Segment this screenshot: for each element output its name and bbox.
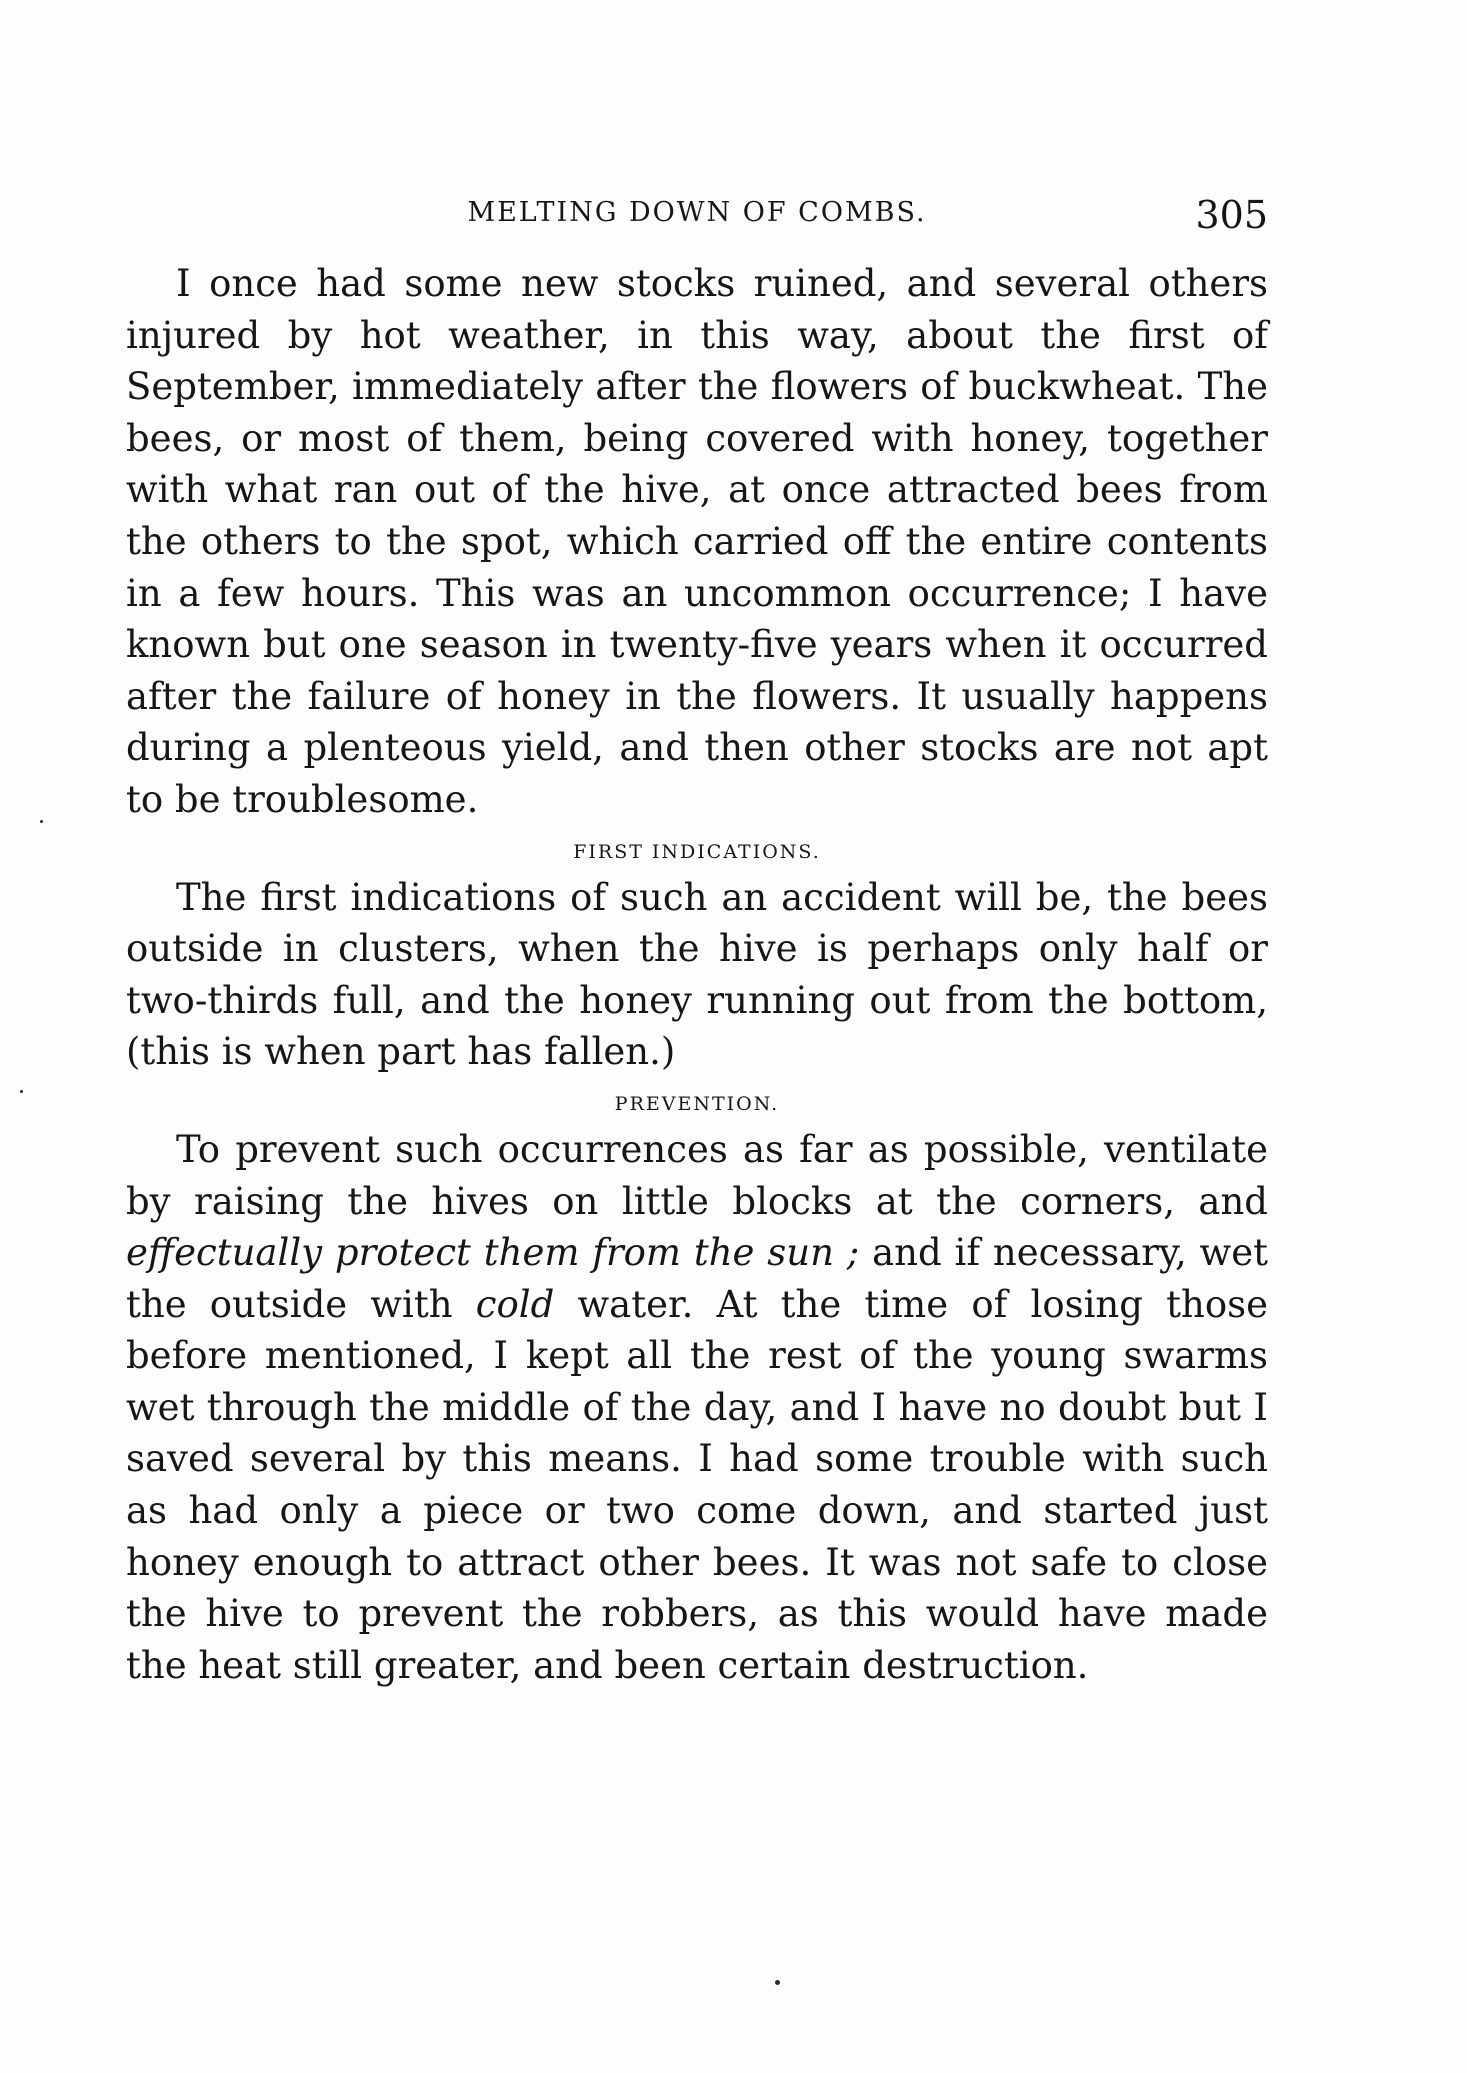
body-text [126,258,1268,1691]
section-heading-first-indications: FIRST INDICATIONS. [573,840,821,863]
paragraph-prevention [126,1124,1268,1692]
print-speck [40,820,43,823]
prevention-text-c: water. At the time of losing those before mentioned, I kept all the rest of the young swarms wet through the middle of the day, and I have no doubt but I saved several by this means. I had some trouble with such as had only a piece or two come down, and started just honey enough to attract other bees. It was not safe to close the hive to prevent the robbers, as this would have made the heat still greater, and been certain destruction. [126,1282,1268,1687]
prevention-emphasis-protect: effectually protect them from the sun ; [126,1231,860,1275]
paragraph-intro: I once had some new stocks ruined, and several others injured by hot weather, in this way, about the first of September, immediately after the flowers of buckwheat. The bees, or most of them, being covered with honey, together with what ran out of the hive, at once attracted bees from the others to the spot, which carried off the entire contents in a few hours. This was an uncommon occurrence; I have known but one season in twenty-five years when it occurred after the failure of honey in the flowers. It usually happens during a plenteous yield, and then other stocks are not apt to be troublesome. [126,262,1268,821]
section-heading-prevention: PREVENTION. [614,1092,780,1115]
print-speck [775,1980,780,1985]
prevention-text-b: and if necessary, wet the outside with [126,1231,1268,1326]
running-head [126,193,1268,237]
prevention-emphasis-cold: cold [475,1282,555,1326]
print-speck [20,1090,23,1093]
paragraph-first-indications: The first indications of such an accident will be, the bees outside in clusters, when the hive is perhaps only half or two-thirds full, and the honey running out from the bottom, (this is when part has fallen.) [126,875,1268,1074]
running-title: MELTING DOWN OF COMBS. [467,197,927,228]
page-number: 305 [1195,193,1268,237]
prevention-text-a: To prevent such occurrences as far as possible, ventilate by raising the hives on little blocks at the corners, and [126,1127,1268,1223]
